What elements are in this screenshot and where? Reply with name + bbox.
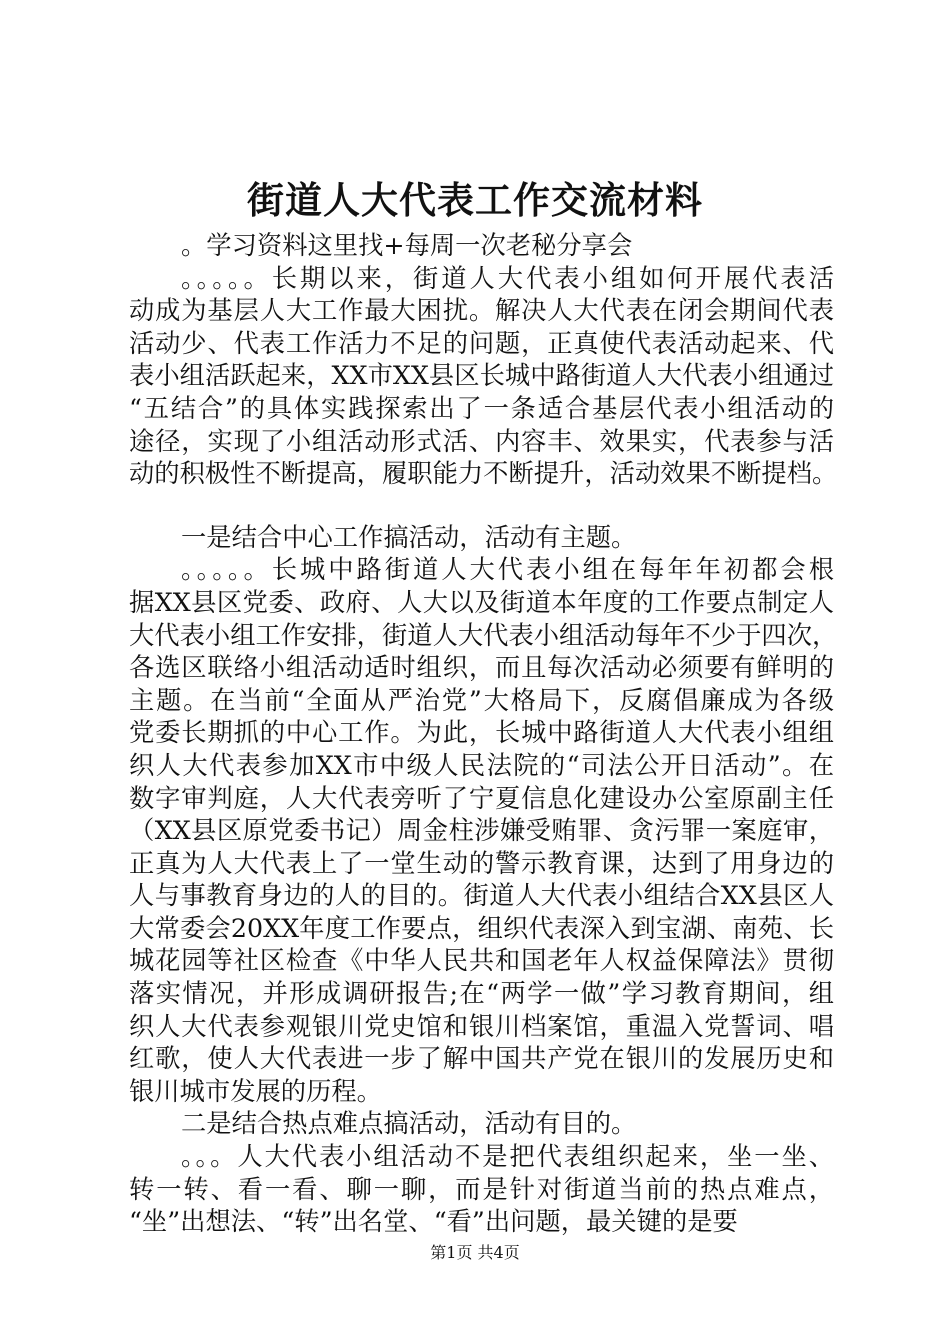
document-body [129,230,838,1239]
text-line: 表小组活跃起来，XX市XX县区长城中路街道人大代表小组通过 [129,361,834,391]
text-line: 织人大代表参加XX市中级人民法院的“司法公开日活动”。在 [129,750,834,780]
text-line: “五结合”的具体实践探索出了一条适合基层代表小组活动的 [129,393,834,423]
page-footer: 第1页 共4页 [430,1243,520,1262]
text-line: 一是结合中心工作搞活动，活动有主题。 [181,522,637,552]
text-line: 各选区联络小组活动适时组织，而且每次活动必须要有鲜明的 [129,653,834,683]
paragraph [129,1108,834,1141]
text-line: 落实情况，并形成调研报告;在“两学一做”学习教育期间，组 [129,979,834,1009]
text-line: （XX县区原党委书记）周金柱涉嫌受贿罪、贪污罪一案庭审， [129,816,834,846]
text-line: 动的积极性不断提高，履职能力不断提升，活动效果不断提档。 [129,459,838,489]
text-line: 。。。。。长期以来，街道人大代表小组如何开展代表活 [181,263,834,293]
text-line: 据XX县区党委、政府、人大以及街道本年度的工作要点制定人 [129,587,834,617]
text-line: 转一转、看一看、聊一聊，而是针对街道当前的热点难点， [129,1174,834,1204]
paragraph [129,1141,834,1239]
text-line: 途径，实现了小组活动形式活、内容丰、效果实，代表参与活 [129,426,834,456]
text-line: 织人大代表参观银川党史馆和银川档案馆，重温入党誓词、唱 [129,1011,834,1041]
text-line: 活动少、代表工作活力不足的问题，正真使代表活动起来、代 [129,328,834,358]
document-title: 街道人大代表工作交流材料 [247,178,703,222]
paragraph [129,522,834,555]
text-line: 大代表小组工作安排，街道人大代表小组活动每年不少于四次， [129,620,838,650]
text-line: 动成为基层人大工作最大困扰。解决人大代表在闭会期间代表 [129,296,834,326]
paragraph [129,263,838,491]
text-line: 大常委会20XX年度工作要点，组织代表深入到宝湖、南苑、长 [129,913,834,943]
text-line: 主题。在当前“全面从严治党”大格局下，反腐倡廉成为各级 [129,685,834,715]
text-line: 正真为人大代表上了一堂生动的警示教育课，达到了用身边的 [129,848,834,878]
text-line: 二是结合热点难点搞活动，活动有目的。 [181,1109,637,1139]
text-line: 城花园等社区检查《中华人民共和国老年人权益保障法》贯彻 [129,946,834,976]
text-line: 银川城市发展的历程。 [129,1076,382,1106]
text-line: 红歌，使人大代表进一步了解中国共产党在银川的发展历史和 [129,1044,834,1074]
text-line: 数字审判庭，人大代表旁听了宁夏信息化建设办公室原副主任 [129,783,834,813]
text-line: 。学习资料这里找+每周一次老秘分享会 [181,231,633,260]
text-line: 人与事教育身边的人的目的。街道人大代表小组结合XX县区人 [129,881,834,911]
text-line: “坐”出想法、“转”出名堂、“看”出问题，最关键的是要 [129,1207,738,1237]
paragraph-gap [129,491,834,522]
text-line: 党委长期抓的中心工作。为此，长城中路街道人大代表小组组 [129,718,834,748]
text-line: 。。。。。长城中路街道人大代表小组在每年年初都会根 [181,555,834,585]
paragraph [129,230,834,263]
paragraph [129,554,838,1108]
text-line: 。。。人大代表小组活动不是把代表组织起来，坐一坐、 [181,1142,834,1172]
